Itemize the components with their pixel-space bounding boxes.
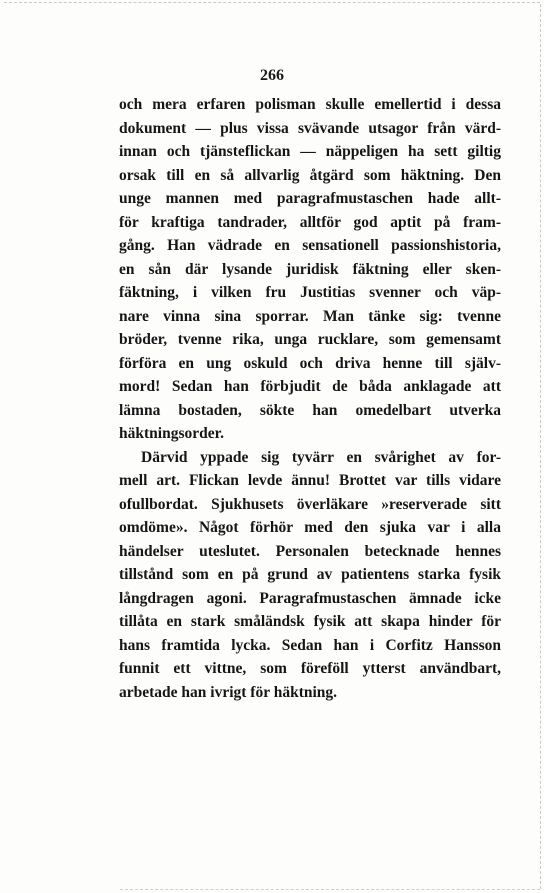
text-line: och mera erfaren polisman skulle emellertid i dessa — [119, 96, 501, 113]
text-line: gång. Han vädrade en sensationell passionshistoria, — [119, 237, 501, 254]
text-line: funnit ett vittne, som föreföll ytterst användbart, — [119, 660, 501, 677]
text-line: en sån där lysande juridisk fäktning eller sken- — [119, 260, 501, 278]
scan-edge-bottom — [120, 889, 540, 891]
body-text — [119, 93, 501, 704]
text-line: bröder, tvenne rika, unga rucklare, som gemensamt — [119, 331, 501, 348]
text-line: innan och tjänsteflickan — näppeligen ha sett giltig — [119, 143, 501, 160]
text-line: Därvid yppade sig tyvärr en svårighet av for- — [141, 448, 501, 466]
paragraph-1 — [119, 93, 501, 446]
text-line: omdöme». Något förhör med den sjuka var i alla — [119, 519, 501, 536]
text-line: händelser uteslutet. Personalen betecknade hennes — [119, 542, 501, 560]
page-number: 266 — [260, 67, 284, 84]
text-line: häktningsorder. — [119, 425, 224, 442]
text-line: lämna bostaden, sökte han omedelbart utverka — [119, 401, 501, 419]
text-line: nare vinna sina sporrar. Man tänke sig: tvenne — [119, 307, 501, 325]
text-line: arbetade han ivrigt för häktning. — [119, 683, 338, 701]
text-line: mell art. Flickan levde ännu! Brottet var tills vidare — [119, 472, 501, 489]
text-line: orsak till en så allvarlig åtgärd som häktning. Den — [119, 166, 501, 184]
text-line: tillåta en stark småländsk fysik att skapa hinder för — [119, 613, 501, 630]
text-line: mord! Sedan han förbjudit de båda anklagade att — [119, 378, 501, 395]
scan-edge-top — [4, 2, 540, 4]
text-line: dokument — plus vissa svävande utsagor från värd- — [119, 119, 501, 137]
text-line: fäktning, i vilken fru Justitias svenner och väp- — [119, 284, 501, 301]
text-line: förföra en ung oskuld och driva henne till själv- — [119, 354, 501, 372]
text-line: tillstånd som en på grund av patientens starka fysik — [119, 566, 501, 583]
text-line: hans framtida lycka. Sedan han i Corfitz Hansson — [119, 636, 501, 654]
paragraph-2 — [119, 446, 501, 705]
text-line: långdragen agoni. Paragrafmustaschen ämnade icke — [119, 589, 501, 607]
text-line: för kraftiga tandrader, alltför god aptit på fram- — [119, 213, 501, 231]
scan-edge-right — [540, 4, 542, 889]
text-line: unge mannen med paragrafmustaschen hade allt- — [119, 190, 501, 207]
text-line: ofullbordat. Sjukhusets överläkare »reserverade sitt — [119, 495, 501, 513]
